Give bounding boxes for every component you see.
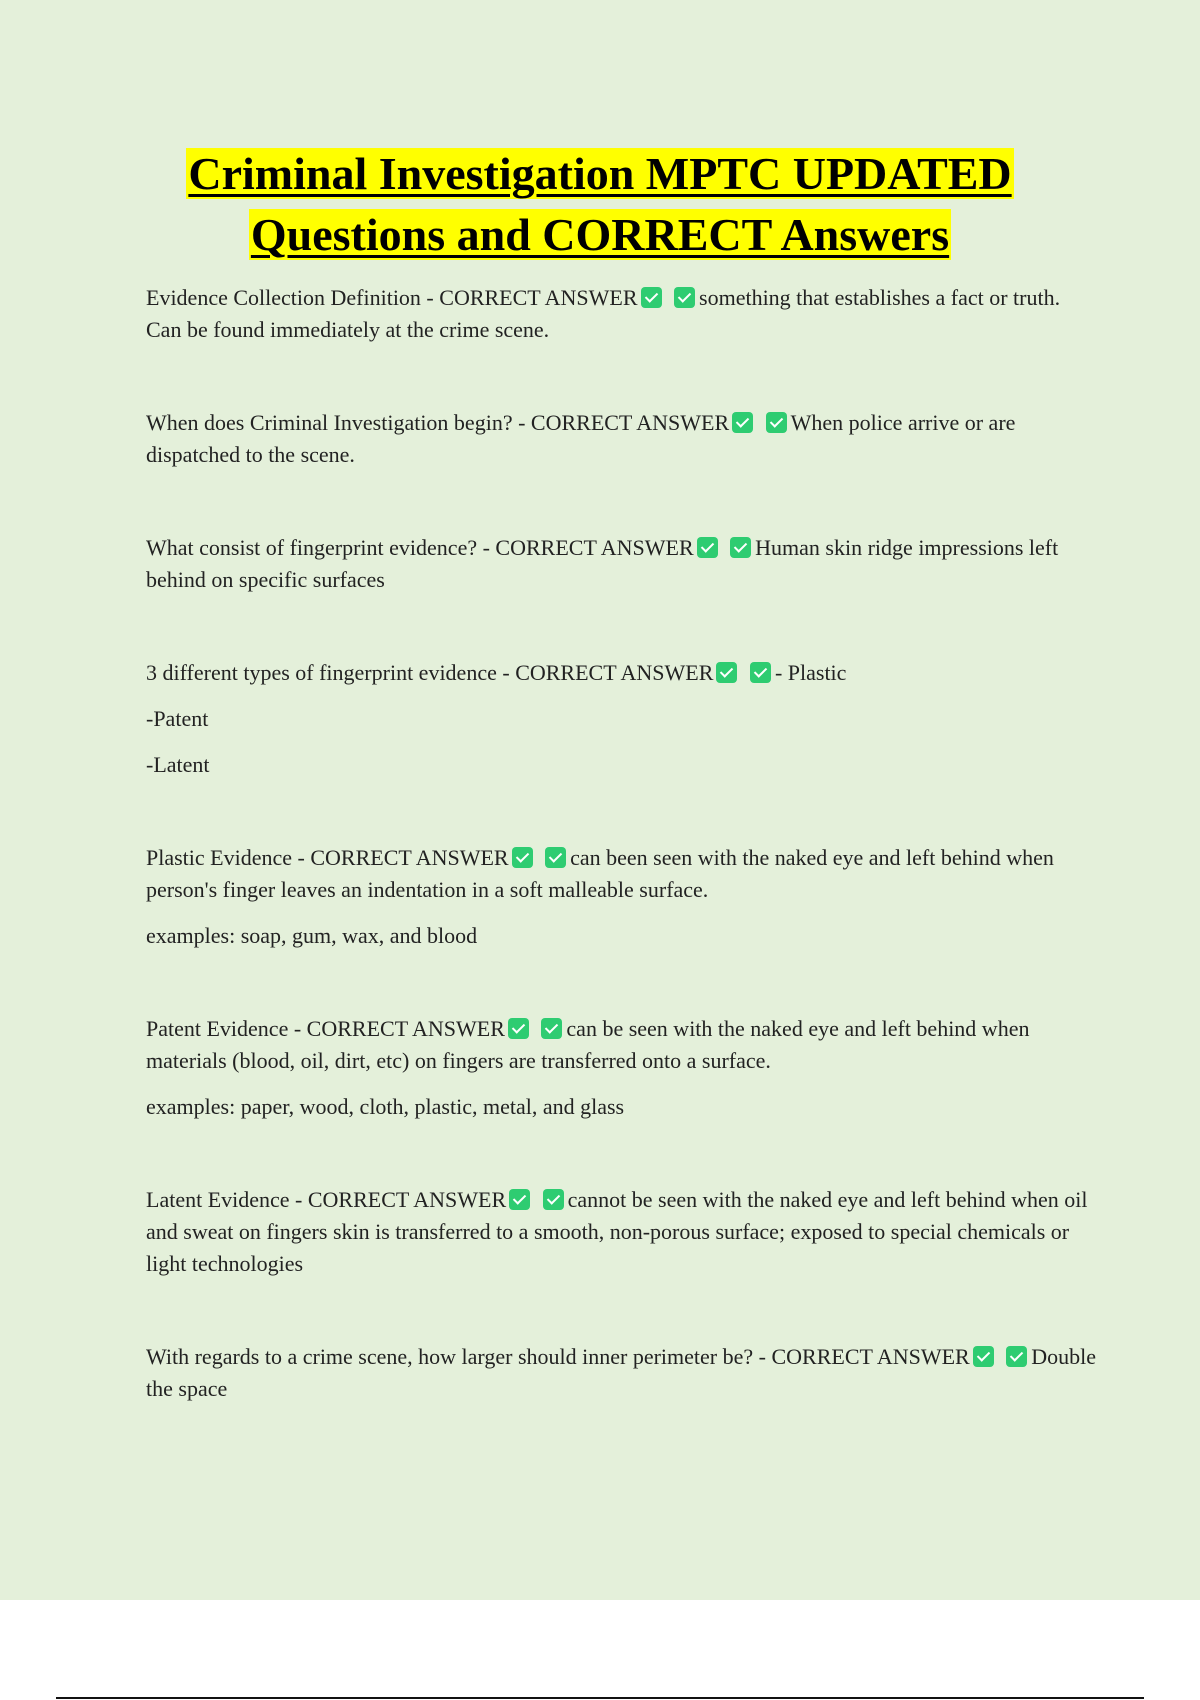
answer-text: can been seen with the naked eye and left behind when person's finger leaves an indentation in a soft malleable surface. <box>146 845 1054 902</box>
check-icon <box>543 1189 564 1210</box>
question-text: When does Criminal Investigation begin? - <box>146 410 531 435</box>
answer-text: something that establishes a fact or truth. Can be found immediately at the crime scene. <box>146 285 1061 342</box>
check-icon <box>716 662 737 683</box>
check-icon <box>641 287 662 308</box>
qa-item-3 <box>146 532 1096 596</box>
answer-text: - Plastic <box>774 660 847 685</box>
answer-marker: CORRECT ANSWER <box>306 1016 505 1041</box>
qa-text <box>146 407 1096 471</box>
title-line-2: Questions and CORRECT Answers <box>250 209 950 260</box>
answer-text: can be seen with the naked eye and left behind when materials (blood, oil, dirt, etc) on fingers are transferred onto a surface. <box>146 1016 1030 1073</box>
question-text: Evidence Collection Definition - <box>146 285 440 310</box>
check-icon <box>512 847 533 868</box>
check-icon <box>697 537 718 558</box>
check-icon <box>766 412 787 433</box>
question-text: Latent Evidence - <box>146 1187 308 1212</box>
qa-extra-line: examples: soap, gum, wax, and blood <box>146 923 478 948</box>
qa-text <box>146 1184 1096 1280</box>
qa-extra-line: examples: paper, wood, cloth, plastic, metal, and glass <box>146 1094 625 1119</box>
question-text: Patent Evidence - <box>146 1016 307 1041</box>
answer-marker: CORRECT ANSWER <box>771 1344 970 1369</box>
check-icon <box>732 412 753 433</box>
qa-item-7 <box>146 1184 1096 1280</box>
qa-text <box>146 282 1096 346</box>
answer-text: Human skin ridge impressions left behind on specific surfaces <box>146 535 1059 592</box>
answer-marker: CORRECT ANSWER <box>495 535 694 560</box>
qa-text <box>146 657 1096 689</box>
qa-item-6 <box>146 1013 1096 1123</box>
answer-marker: CORRECT ANSWER <box>515 660 714 685</box>
answer-marker: CORRECT ANSWER <box>307 1187 507 1212</box>
qa-extra-line: -Patent <box>146 706 209 731</box>
footer-rule <box>56 1697 1144 1699</box>
check-icon <box>545 847 566 868</box>
qa-item-5 <box>146 842 1096 952</box>
qa-text <box>146 532 1096 596</box>
check-icon <box>730 537 751 558</box>
qa-item-2 <box>146 407 1096 471</box>
qa-item-1 <box>146 282 1096 346</box>
answer-text: When police arrive or are dispatched to the scene. <box>146 410 1016 467</box>
question-text: 3 different types of fingerprint evidence - <box>146 660 516 685</box>
check-icon <box>508 1018 529 1039</box>
qa-item-8 <box>146 1341 1096 1405</box>
qa-extra-line: -Latent <box>146 752 210 777</box>
check-icon <box>674 287 695 308</box>
qa-list <box>146 282 1096 1466</box>
title-line-1: Criminal Investigation MPTC UPDATED <box>188 148 1012 199</box>
qa-item-4 <box>146 657 1096 781</box>
answer-text: Double the space <box>146 1344 1096 1401</box>
check-icon <box>750 662 771 683</box>
check-icon <box>973 1346 994 1367</box>
document-title <box>0 143 1200 265</box>
question-text: With regards to a crime scene, how larger should inner perimeter be? - <box>146 1344 772 1369</box>
check-icon <box>541 1018 562 1039</box>
question-text: What consist of fingerprint evidence? - <box>146 535 496 560</box>
answer-marker: CORRECT ANSWER <box>439 285 638 310</box>
qa-text <box>146 1341 1096 1405</box>
check-icon <box>509 1189 530 1210</box>
answer-marker: CORRECT ANSWER <box>530 410 730 435</box>
check-icon <box>1006 1346 1027 1367</box>
qa-text <box>146 842 1096 906</box>
answer-text: cannot be seen with the naked eye and left behind when oil and sweat on fingers skin is transferred to a smooth, non-porous surface; exposed to special chemicals or light technologies <box>146 1187 1088 1276</box>
answer-marker: CORRECT ANSWER <box>310 845 509 870</box>
question-text: Plastic Evidence - <box>146 845 311 870</box>
qa-text <box>146 1013 1096 1077</box>
